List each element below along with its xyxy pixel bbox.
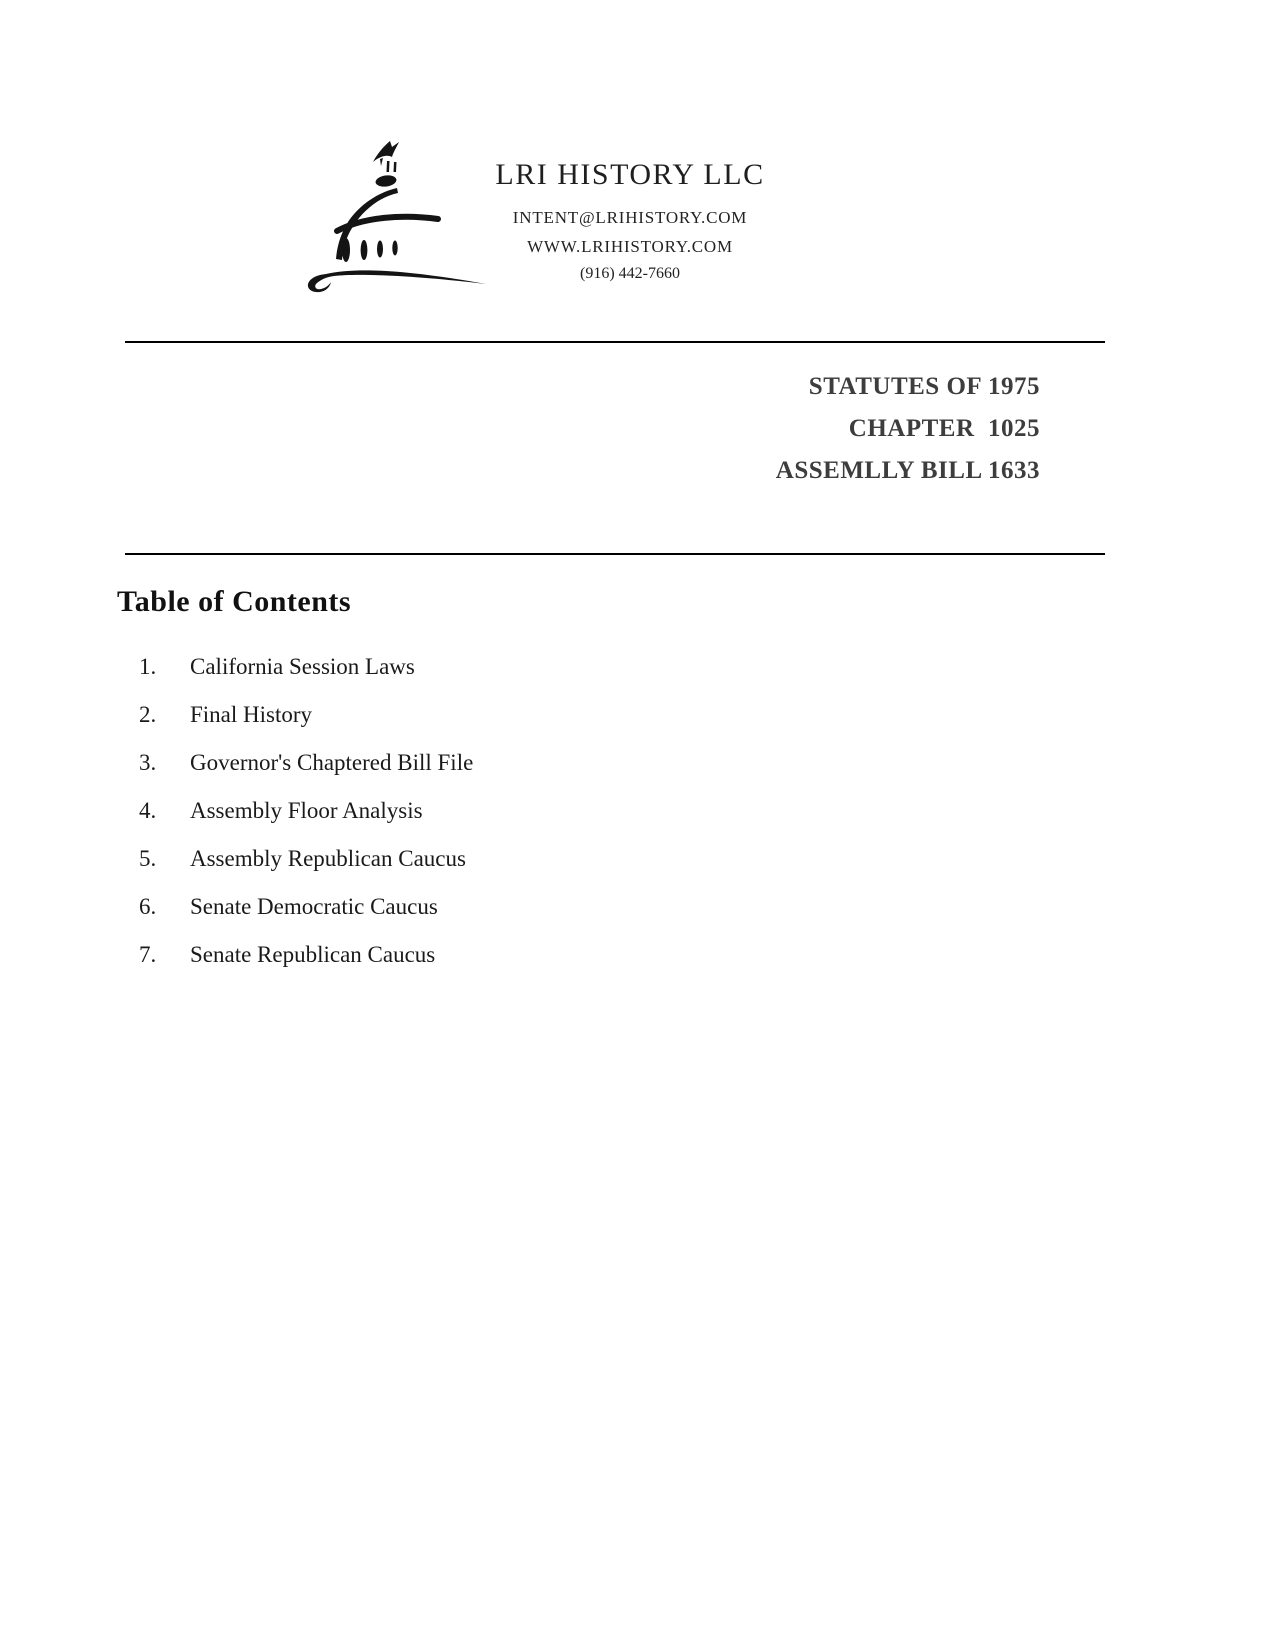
divider-top: [125, 341, 1105, 343]
flag-shape: [373, 141, 399, 162]
toc-item-number: 1.: [139, 654, 157, 679]
toc-list: [139, 654, 473, 968]
toc-item-label: Assembly Floor Analysis: [190, 798, 423, 823]
toc-item-label: Final History: [190, 702, 313, 727]
toc-item-label: California Session Laws: [190, 654, 415, 679]
phone-text: (916) 442-7660: [580, 265, 680, 282]
toc-item: [139, 942, 473, 968]
toc-item-number: 5.: [139, 846, 157, 871]
toc-item: [139, 894, 473, 920]
toc-item-number: 2.: [139, 702, 157, 727]
cupola-ellipse: [375, 174, 397, 188]
toc-item: [139, 702, 473, 728]
column: [342, 238, 350, 262]
toc-item-label: Assembly Republican Caucus: [190, 846, 466, 871]
toc-title: Table of Contents: [117, 585, 352, 618]
email-text: INTENT@LRIHISTORY.COM: [512, 208, 748, 227]
toc-item: [139, 846, 473, 872]
column: [392, 241, 397, 256]
website-text: WWW.LRIHISTORY.COM: [527, 237, 733, 256]
bill-info-block: [776, 366, 1040, 492]
company-name: LRI HISTORY LLC: [495, 158, 765, 191]
tick-marks: [380, 158, 383, 166]
toc-item-number: 4.: [139, 798, 157, 823]
toc-item: [139, 654, 473, 680]
toc-item: [139, 798, 473, 824]
toc-item-number: 3.: [139, 750, 157, 775]
chapter-line: CHAPTER 1025: [848, 415, 1040, 442]
toc-item: [139, 750, 473, 776]
toc-item-label: Senate Democratic Caucus: [190, 894, 438, 919]
toc-item-number: 7.: [139, 942, 157, 967]
divider-bottom: [125, 553, 1105, 555]
toc-item-label: Senate Republican Caucus: [190, 942, 436, 967]
toc-item-number: 6.: [139, 894, 157, 919]
toc-item-label: Governor's Chaptered Bill File: [190, 750, 474, 775]
column: [361, 240, 368, 260]
statutes-line: STATUTES OF 1975: [808, 373, 1040, 400]
assembly-bill-line: ASSEMLLY BILL 1633: [775, 457, 1040, 484]
column: [377, 241, 383, 258]
